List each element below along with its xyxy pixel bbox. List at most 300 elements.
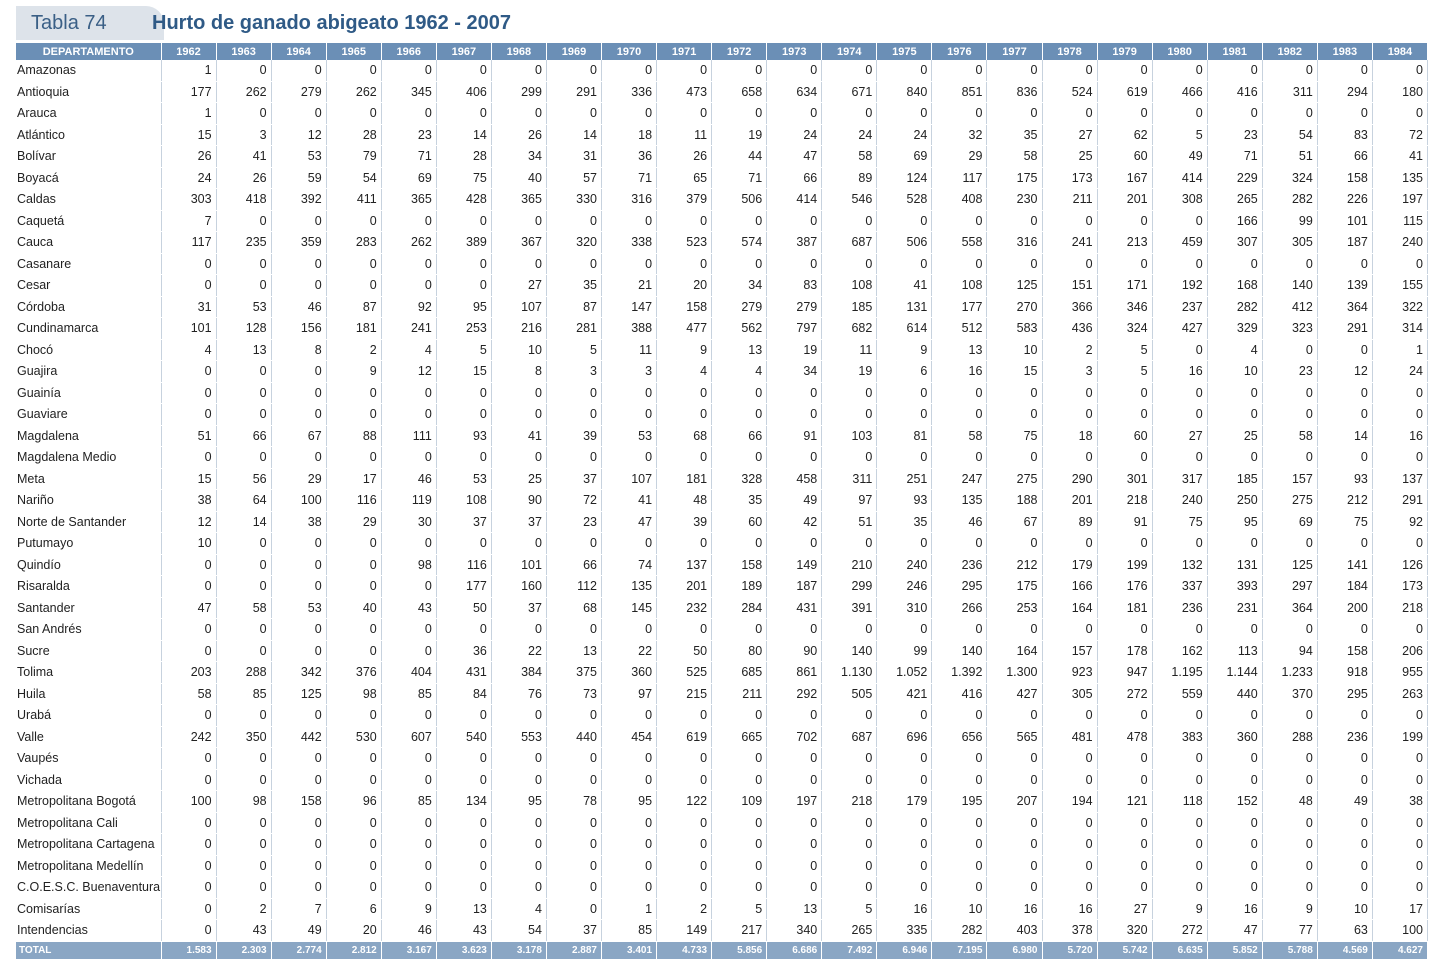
- table-cell: 1: [161, 103, 216, 125]
- table-cell: 0: [877, 619, 932, 641]
- table-cell: 7: [161, 210, 216, 232]
- table-row: [16, 597, 1428, 619]
- table-cell: 687: [822, 726, 877, 748]
- table-title: Hurto de ganado abigeato 1962 - 2007: [152, 12, 511, 34]
- table-cell: 200: [1317, 597, 1372, 619]
- table-cell: 0: [1152, 533, 1207, 555]
- table-cell: 0: [381, 404, 436, 426]
- table-cell: 16: [932, 361, 987, 383]
- table-cell: 0: [1097, 533, 1152, 555]
- table-cell: 38: [161, 490, 216, 512]
- department-name: Cauca: [16, 232, 161, 254]
- table-cell: 0: [932, 834, 987, 856]
- table-cell: 0: [1042, 253, 1097, 275]
- table-cell: 53: [271, 146, 326, 168]
- table-cell: 83: [1317, 124, 1372, 146]
- table-cell: 0: [271, 705, 326, 727]
- table-cell: 0: [381, 576, 436, 598]
- table-cell: 23: [546, 511, 601, 533]
- table-cell: 229: [1207, 167, 1262, 189]
- table-cell: 665: [712, 726, 767, 748]
- table-cell: 35: [712, 490, 767, 512]
- table-cell: 13: [712, 339, 767, 361]
- table-row: [16, 425, 1428, 447]
- table-cell: 199: [1097, 554, 1152, 576]
- table-cell: 0: [381, 619, 436, 641]
- table-cell: 34: [712, 275, 767, 297]
- table-cell: 155: [1372, 275, 1427, 297]
- table-cell: 88: [326, 425, 381, 447]
- table-cell: 0: [932, 404, 987, 426]
- table-row: [16, 318, 1428, 340]
- table-cell: 0: [271, 60, 326, 81]
- table-row: [16, 726, 1428, 748]
- table-cell: 0: [1262, 855, 1317, 877]
- table-cell: 955: [1372, 662, 1427, 684]
- table-cell: 364: [1262, 597, 1317, 619]
- table-cell: 303: [161, 189, 216, 211]
- table-cell: 0: [987, 877, 1042, 899]
- table-cell: 6: [326, 898, 381, 920]
- table-cell: 290: [1042, 468, 1097, 490]
- table-cell: 0: [822, 769, 877, 791]
- table-cell: 20: [326, 920, 381, 942]
- table-row: [16, 339, 1428, 361]
- table-cell: 0: [546, 748, 601, 770]
- table-cell: 0: [271, 533, 326, 555]
- table-cell: 0: [436, 834, 491, 856]
- total-cell: 2.774: [271, 941, 326, 959]
- table-cell: 0: [1372, 253, 1427, 275]
- table-cell: 27: [1097, 898, 1152, 920]
- table-cell: 0: [932, 705, 987, 727]
- table-cell: 0: [877, 855, 932, 877]
- table-cell: 0: [602, 834, 657, 856]
- table-cell: 340: [767, 920, 822, 942]
- table-cell: 0: [1207, 533, 1262, 555]
- table-cell: 94: [1262, 640, 1317, 662]
- table-cell: 0: [1317, 705, 1372, 727]
- table-cell: 0: [712, 812, 767, 834]
- table-cell: 175: [987, 576, 1042, 598]
- table-cell: 0: [657, 210, 712, 232]
- column-header-year: 1976: [932, 43, 987, 60]
- table-cell: 41: [216, 146, 271, 168]
- table-cell: 345: [381, 81, 436, 103]
- table-cell: 378: [1042, 920, 1097, 942]
- table-cell: 1: [602, 898, 657, 920]
- table-cell: 19: [822, 361, 877, 383]
- table-cell: 12: [1317, 361, 1372, 383]
- table-cell: 71: [712, 167, 767, 189]
- table-cell: 9: [1152, 898, 1207, 920]
- table-cell: 26: [657, 146, 712, 168]
- table-cell: 408: [932, 189, 987, 211]
- table-row: [16, 103, 1428, 125]
- table-row: [16, 81, 1428, 103]
- table-cell: 39: [657, 511, 712, 533]
- table-cell: 79: [326, 146, 381, 168]
- table-cell: 72: [546, 490, 601, 512]
- table-cell: 342: [271, 662, 326, 684]
- table-cell: 0: [326, 855, 381, 877]
- table-cell: 0: [822, 103, 877, 125]
- table-cell: 68: [546, 597, 601, 619]
- table-cell: 658: [712, 81, 767, 103]
- table-cell: 0: [546, 877, 601, 899]
- table-cell: 4: [712, 361, 767, 383]
- table-cell: 149: [767, 554, 822, 576]
- table-row: [16, 769, 1428, 791]
- table-cell: 262: [326, 81, 381, 103]
- table-cell: 634: [767, 81, 822, 103]
- column-header-department: DEPARTAMENTO: [16, 43, 161, 60]
- table-cell: 0: [1152, 619, 1207, 641]
- table-cell: 687: [822, 232, 877, 254]
- table-cell: 75: [1152, 511, 1207, 533]
- table-cell: 23: [1262, 361, 1317, 383]
- table-cell: 0: [381, 705, 436, 727]
- table-cell: 478: [1097, 726, 1152, 748]
- table-cell: 0: [436, 447, 491, 469]
- table-cell: 0: [877, 404, 932, 426]
- table-cell: 62: [1097, 124, 1152, 146]
- table-cell: 0: [767, 210, 822, 232]
- table-cell: 38: [1372, 791, 1427, 813]
- table-cell: 316: [987, 232, 1042, 254]
- table-cell: 0: [436, 855, 491, 877]
- table-cell: 158: [1317, 167, 1372, 189]
- table-cell: 73: [546, 683, 601, 705]
- table-cell: 279: [271, 81, 326, 103]
- table-cell: 25: [1042, 146, 1097, 168]
- table-cell: 0: [546, 210, 601, 232]
- table-cell: 23: [381, 124, 436, 146]
- table-cell: 0: [1372, 404, 1427, 426]
- table-cell: 76: [491, 683, 546, 705]
- column-header-year: 1984: [1372, 43, 1427, 60]
- table-cell: 0: [1042, 210, 1097, 232]
- table-cell: 0: [491, 60, 546, 81]
- table-cell: 71: [1207, 146, 1262, 168]
- table-cell: 0: [1372, 877, 1427, 899]
- table-cell: 93: [436, 425, 491, 447]
- table-cell: 108: [932, 275, 987, 297]
- table-cell: 1.300: [987, 662, 1042, 684]
- table-cell: 0: [1372, 382, 1427, 404]
- table-cell: 0: [271, 748, 326, 770]
- table-cell: 392: [271, 189, 326, 211]
- table-cell: 2: [657, 898, 712, 920]
- table-cell: 263: [1372, 683, 1427, 705]
- table-cell: 0: [1372, 60, 1427, 81]
- table-cell: 0: [1097, 447, 1152, 469]
- table-cell: 0: [712, 769, 767, 791]
- table-cell: 0: [546, 60, 601, 81]
- table-cell: 181: [657, 468, 712, 490]
- table-row: [16, 748, 1428, 770]
- table-cell: 0: [381, 382, 436, 404]
- table-cell: 50: [436, 597, 491, 619]
- table-cell: 0: [1262, 382, 1317, 404]
- table-cell: 5: [436, 339, 491, 361]
- table-cell: 185: [822, 296, 877, 318]
- total-cell: 6.946: [877, 941, 932, 959]
- table-cell: 0: [602, 812, 657, 834]
- table-row: [16, 189, 1428, 211]
- table-cell: 23: [1207, 124, 1262, 146]
- table-cell: 366: [1042, 296, 1097, 318]
- table-cell: 0: [657, 382, 712, 404]
- table-cell: 22: [602, 640, 657, 662]
- table-cell: 65: [657, 167, 712, 189]
- table-cell: 240: [877, 554, 932, 576]
- table-number-tab: Tabla 74: [16, 6, 164, 40]
- table-cell: 540: [436, 726, 491, 748]
- table-row: [16, 920, 1428, 942]
- table-cell: 0: [161, 619, 216, 641]
- table-cell: 3: [1042, 361, 1097, 383]
- table-cell: 0: [491, 253, 546, 275]
- table-cell: 0: [767, 877, 822, 899]
- table-cell: 13: [216, 339, 271, 361]
- table-cell: 0: [326, 748, 381, 770]
- table-cell: 31: [546, 146, 601, 168]
- table-cell: 85: [381, 683, 436, 705]
- table-cell: 0: [216, 705, 271, 727]
- table-cell: 41: [1372, 146, 1427, 168]
- department-name: Cundinamarca: [16, 318, 161, 340]
- table-cell: 95: [1207, 511, 1262, 533]
- column-header-year: 1974: [822, 43, 877, 60]
- table-cell: 0: [712, 619, 767, 641]
- table-cell: 197: [767, 791, 822, 813]
- table-cell: 108: [436, 490, 491, 512]
- table-cell: 0: [602, 533, 657, 555]
- table-cell: 0: [877, 705, 932, 727]
- table-cell: 75: [1317, 511, 1372, 533]
- table-cell: 37: [491, 511, 546, 533]
- table-cell: 0: [987, 404, 1042, 426]
- total-cell: 5.742: [1097, 941, 1152, 959]
- column-header-year: 1971: [657, 43, 712, 60]
- department-name: Guaviare: [16, 404, 161, 426]
- table-cell: 387: [767, 232, 822, 254]
- table-cell: 69: [877, 146, 932, 168]
- table-cell: 310: [877, 597, 932, 619]
- table-cell: 0: [161, 812, 216, 834]
- table-cell: 101: [1317, 210, 1372, 232]
- table-cell: 85: [602, 920, 657, 942]
- department-name: Caldas: [16, 189, 161, 211]
- table-cell: 0: [1207, 103, 1262, 125]
- table-cell: 53: [271, 597, 326, 619]
- table-cell: 301: [1097, 468, 1152, 490]
- table-cell: 41: [602, 490, 657, 512]
- table-cell: 158: [657, 296, 712, 318]
- table-cell: 34: [491, 146, 546, 168]
- table-row: [16, 447, 1428, 469]
- table-cell: 0: [381, 640, 436, 662]
- table-cell: 93: [877, 490, 932, 512]
- department-name: Amazonas: [16, 60, 161, 81]
- table-cell: 43: [381, 597, 436, 619]
- table-cell: 0: [1317, 748, 1372, 770]
- total-cell: 7.492: [822, 941, 877, 959]
- table-cell: 0: [877, 834, 932, 856]
- table-cell: 0: [657, 404, 712, 426]
- table-cell: 506: [712, 189, 767, 211]
- table-cell: 322: [1372, 296, 1427, 318]
- table-cell: 458: [767, 468, 822, 490]
- table-cell: 117: [932, 167, 987, 189]
- table-cell: 11: [657, 124, 712, 146]
- table-cell: 16: [1372, 425, 1427, 447]
- table-cell: 797: [767, 318, 822, 340]
- table-cell: 0: [1042, 404, 1097, 426]
- table-cell: 46: [271, 296, 326, 318]
- table-cell: 0: [1207, 253, 1262, 275]
- table-cell: 0: [932, 619, 987, 641]
- table-cell: 97: [602, 683, 657, 705]
- table-cell: 43: [216, 920, 271, 942]
- table-cell: 0: [767, 619, 822, 641]
- table-cell: 365: [491, 189, 546, 211]
- table-cell: 0: [271, 361, 326, 383]
- department-name: Risaralda: [16, 576, 161, 598]
- table-cell: 26: [161, 146, 216, 168]
- total-cell: 5.856: [712, 941, 767, 959]
- table-cell: 299: [491, 81, 546, 103]
- table-cell: 0: [877, 382, 932, 404]
- table-cell: 0: [271, 382, 326, 404]
- table-cell: 37: [491, 597, 546, 619]
- table-cell: 0: [216, 253, 271, 275]
- table-cell: 226: [1317, 189, 1372, 211]
- table-cell: 283: [326, 232, 381, 254]
- table-cell: 0: [1097, 705, 1152, 727]
- table-cell: 156: [271, 318, 326, 340]
- table-cell: 24: [1372, 361, 1427, 383]
- table-cell: 0: [546, 834, 601, 856]
- table-cell: 173: [1042, 167, 1097, 189]
- table-cell: 0: [602, 619, 657, 641]
- table-cell: 0: [877, 748, 932, 770]
- table-cell: 454: [602, 726, 657, 748]
- table-cell: 0: [491, 210, 546, 232]
- table-cell: 379: [657, 189, 712, 211]
- table-cell: 22: [491, 640, 546, 662]
- table-cell: 0: [602, 705, 657, 727]
- table-cell: 151: [1042, 275, 1097, 297]
- table-cell: 0: [216, 640, 271, 662]
- table-cell: 346: [1097, 296, 1152, 318]
- table-cell: 0: [491, 533, 546, 555]
- table-cell: 0: [216, 554, 271, 576]
- table-cell: 85: [381, 791, 436, 813]
- table-cell: 128: [216, 318, 271, 340]
- table-cell: 0: [1207, 834, 1262, 856]
- table-cell: 295: [932, 576, 987, 598]
- table-cell: 270: [987, 296, 1042, 318]
- total-cell: 2.303: [216, 941, 271, 959]
- table-cell: 530: [326, 726, 381, 748]
- table-cell: 0: [326, 619, 381, 641]
- table-cell: 292: [767, 683, 822, 705]
- table-cell: 126: [1372, 554, 1427, 576]
- table-cell: 157: [1042, 640, 1097, 662]
- table-cell: 0: [546, 812, 601, 834]
- table-cell: 95: [436, 296, 491, 318]
- table-cell: 10: [987, 339, 1042, 361]
- table-cell: 0: [877, 533, 932, 555]
- table-cell: 0: [1207, 447, 1262, 469]
- table-cell: 1.233: [1262, 662, 1317, 684]
- table-cell: 48: [1262, 791, 1317, 813]
- table-cell: 0: [932, 748, 987, 770]
- table-cell: 38: [271, 511, 326, 533]
- table-cell: 0: [1317, 404, 1372, 426]
- table-cell: 49: [1317, 791, 1372, 813]
- department-name: San Andrés: [16, 619, 161, 641]
- table-cell: 702: [767, 726, 822, 748]
- table-cell: 0: [1152, 705, 1207, 727]
- table-cell: 0: [712, 447, 767, 469]
- table-cell: 0: [987, 812, 1042, 834]
- table-row: [16, 554, 1428, 576]
- table-cell: 85: [216, 683, 271, 705]
- table-cell: 0: [161, 898, 216, 920]
- total-cell: 5.720: [1042, 941, 1097, 959]
- table-cell: 90: [491, 490, 546, 512]
- table-cell: 206: [1372, 640, 1427, 662]
- department-name: Intendencias: [16, 920, 161, 942]
- table-cell: 12: [381, 361, 436, 383]
- table-cell: 0: [1042, 834, 1097, 856]
- total-cell: 6.686: [767, 941, 822, 959]
- table-cell: 282: [932, 920, 987, 942]
- table-cell: 107: [491, 296, 546, 318]
- table-cell: 192: [1152, 275, 1207, 297]
- table-cell: 74: [602, 554, 657, 576]
- table-cell: 294: [1317, 81, 1372, 103]
- table-cell: 5: [1097, 361, 1152, 383]
- table-row: [16, 468, 1428, 490]
- table-cell: 2: [216, 898, 271, 920]
- table-cell: 427: [1152, 318, 1207, 340]
- table-cell: 0: [1262, 705, 1317, 727]
- table-cell: 1.130: [822, 662, 877, 684]
- table-cell: 0: [546, 533, 601, 555]
- total-cell: 6.635: [1152, 941, 1207, 959]
- table-cell: 32: [932, 124, 987, 146]
- table-cell: 0: [822, 705, 877, 727]
- table-cell: 0: [1372, 834, 1427, 856]
- table-cell: 696: [877, 726, 932, 748]
- table-cell: 512: [932, 318, 987, 340]
- table-cell: 0: [1372, 103, 1427, 125]
- table-cell: 265: [1207, 189, 1262, 211]
- table-cell: 0: [1207, 619, 1262, 641]
- table-cell: 0: [602, 60, 657, 81]
- table-cell: 107: [602, 468, 657, 490]
- table-cell: 0: [326, 533, 381, 555]
- table-cell: 431: [767, 597, 822, 619]
- table-cell: 0: [767, 769, 822, 791]
- table-cell: 619: [657, 726, 712, 748]
- table-cell: 187: [1317, 232, 1372, 254]
- table-cell: 96: [326, 791, 381, 813]
